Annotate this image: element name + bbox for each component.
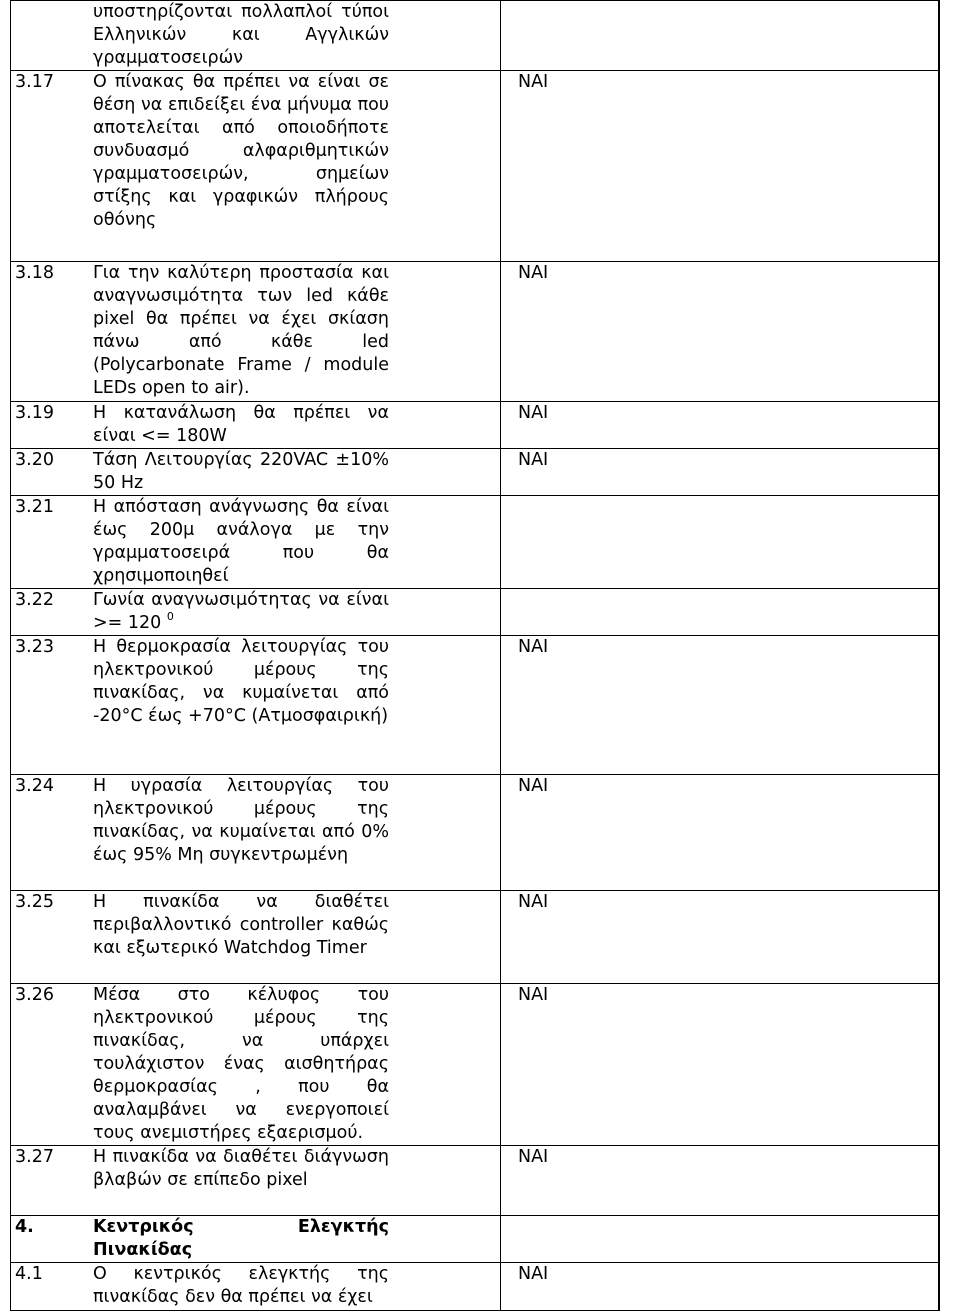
row-number: 3.25 [15, 892, 54, 912]
notes-cell [939, 1216, 940, 1263]
row-number: 3.17 [15, 72, 54, 92]
notes-cell [939, 589, 940, 636]
notes-cell [939, 402, 940, 449]
row-description: Η υγρασία λειτουργίας του ηλεκτρονικού μέρους της πινακίδας, να κυμαίνεται από 0% έως 95% Μη συγκεντρωμένη [93, 776, 389, 865]
row-answer: ΝΑΙ [518, 985, 549, 1005]
row-number: 3.21 [15, 497, 54, 517]
row-number [11, 1, 93, 70]
row-answer: ΝΑΙ [518, 776, 549, 796]
row-answer: ΝΑΙ [518, 637, 549, 657]
notes-cell [939, 775, 940, 891]
section-heading: Κεντρικός Ελεγκτής Πινακίδας [93, 1217, 389, 1260]
table-row [11, 636, 940, 775]
row-number: 3.23 [15, 637, 54, 657]
table-row [11, 1, 940, 71]
notes-cell [939, 891, 940, 984]
table-row [11, 402, 940, 449]
table-row [11, 589, 940, 636]
table-row [11, 891, 940, 984]
row-description: υποστηρίζονται πολλαπλοί τύποι Ελληνικών και Αγγλικών γραμματοσειρών [93, 2, 389, 68]
table-row [11, 1263, 940, 1311]
notes-cell [939, 1146, 940, 1216]
row-description: Για την καλύτερη προστασία και αναγνωσιμότητα των led κάθε pixel θα πρέπει να έχει σκίαση πάνω από κάθε led (Polycarbonate Frame / module LEDs open to air). [93, 263, 389, 398]
row-number: 3.24 [15, 776, 54, 796]
notes-cell [939, 262, 940, 402]
table-row [11, 984, 940, 1146]
row-description: Γωνία αναγνωσιμότητας να είναι >= 120 [93, 590, 389, 633]
row-answer: ΝΑΙ [518, 72, 549, 92]
row-number: 3.18 [15, 263, 54, 283]
row-number: 3.27 [15, 1147, 54, 1167]
table-row [11, 1146, 940, 1216]
table-row [11, 775, 940, 891]
row-description: Ο πίνακας θα πρέπει να είναι σε θέση να επιδείξει ένα μήνυμα που αποτελείται από οποιοδήποτε συνδυασμό αλφαριθμητικών γραμματοσειρών, σημείων στίξης και γραφικών πλήρους οθόνης [93, 72, 389, 230]
notes-cell [939, 1, 940, 71]
notes-cell [939, 496, 940, 589]
notes-cell [939, 636, 940, 775]
row-description: Τάση Λειτουργίας 220VAC ±10% 50 Hz [93, 450, 389, 493]
table-row [11, 1216, 940, 1263]
row-description: Η κατανάλωση θα πρέπει να είναι <= 180W [93, 403, 389, 446]
degree-superscript: 0 [166, 610, 174, 624]
row-answer: ΝΑΙ [518, 892, 549, 912]
specification-table [10, 0, 940, 1311]
notes-cell [939, 449, 940, 496]
table-row [11, 71, 940, 262]
row-description: Η απόσταση ανάγνωσης θα είναι έως 200μ ανάλογα με την γραμματοσειρά που θα χρησιμοποιηθεί [93, 497, 389, 586]
row-number: 3.19 [15, 403, 54, 423]
row-description: Η πινακίδα να διαθέτει διάγνωση βλαβών σε επίπεδο pixel [93, 1147, 389, 1190]
row-answer: ΝΑΙ [518, 403, 549, 423]
row-answer: ΝΑΙ [518, 1147, 549, 1167]
row-number: 3.20 [15, 450, 54, 470]
row-answer: ΝΑΙ [518, 450, 549, 470]
row-description: Μέσα στο κέλυφος του ηλεκτρονικού μέρους της πινακίδας, να υπάρχει τουλάχιστον ένας αισθητήρας θερμοκρασίας , που θα αναλαμβάνει να ενεργοποιεί τους ανεμιστήρες εξαερισμού. [93, 985, 389, 1143]
row-description: Ο κεντρικός ελεγκτής της πινακίδας δεν θα πρέπει να έχει [93, 1264, 389, 1307]
section-number: 4. [15, 1217, 34, 1237]
notes-cell [939, 984, 940, 1146]
table-row [11, 262, 940, 402]
table-row [11, 496, 940, 589]
row-number: 4.1 [15, 1264, 43, 1284]
row-answer: ΝΑΙ [518, 1264, 549, 1284]
notes-cell [939, 71, 940, 262]
row-number: 3.26 [15, 985, 54, 1005]
row-description: Η πινακίδα να διαθέτει περιβαλλοντικό controller καθώς και εξωτερικό Watchdog Timer [93, 892, 389, 958]
table-row [11, 449, 940, 496]
row-description: Η θερμοκρασία λειτουργίας του ηλεκτρονικού μέρους της πινακίδας, να κυμαίνεται από -20°C έως +70°C (Ατμοσφαιρική) [93, 637, 389, 726]
notes-cell [939, 1263, 940, 1311]
row-answer: ΝΑΙ [518, 263, 549, 283]
row-number: 3.22 [15, 590, 54, 610]
